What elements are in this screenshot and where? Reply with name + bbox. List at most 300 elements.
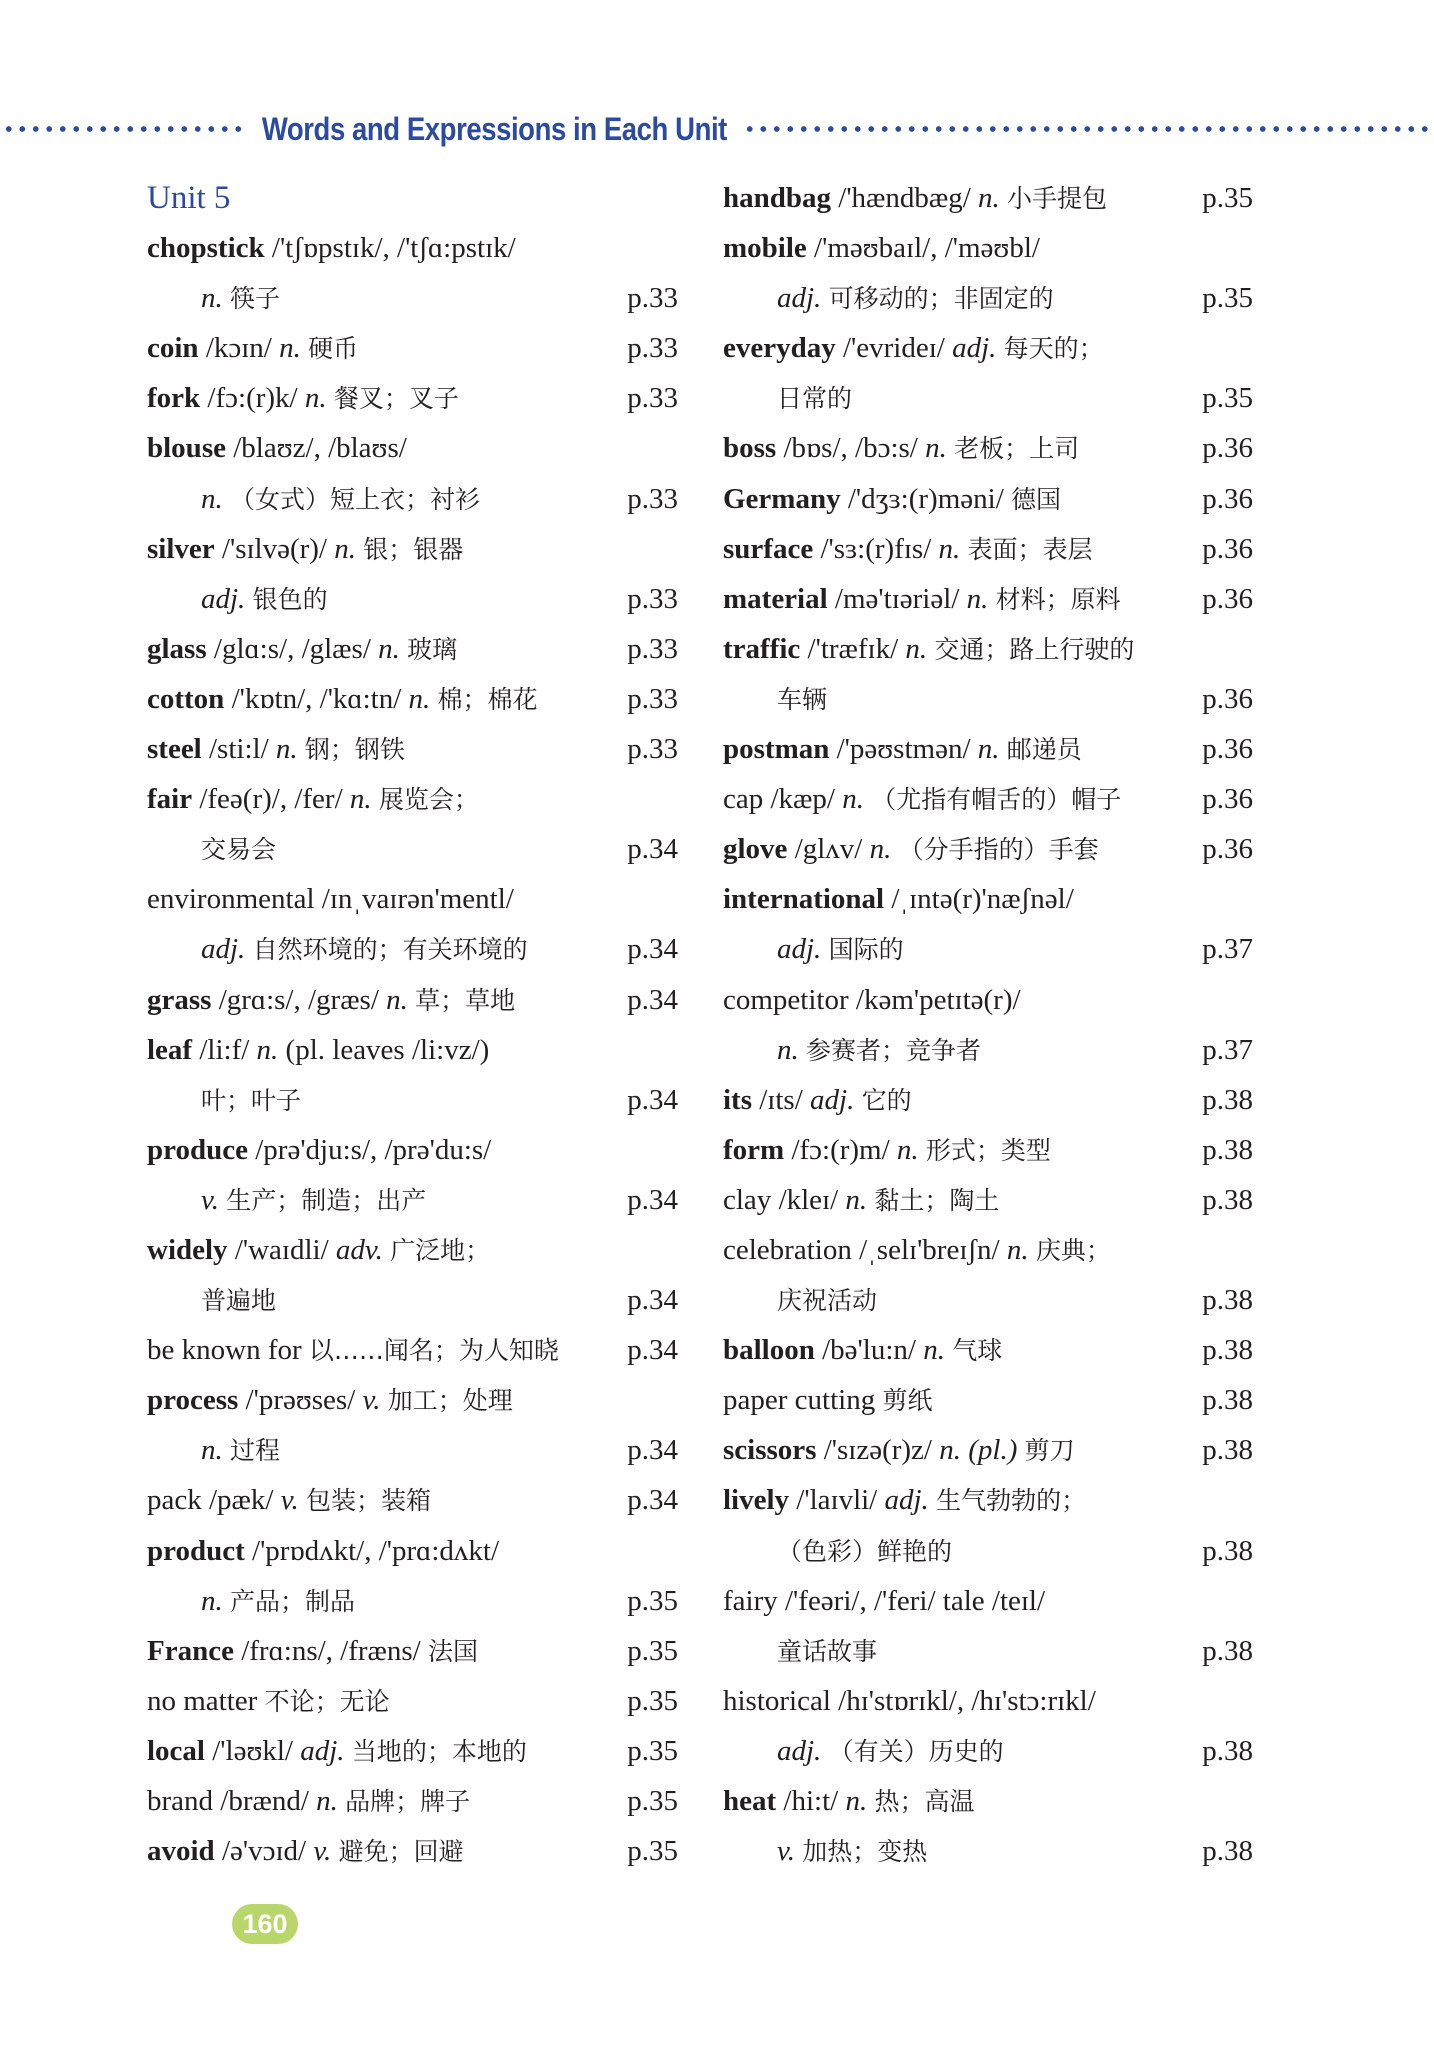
vocab-entry xyxy=(723,273,1253,323)
dotted-rule-left xyxy=(2,125,246,133)
page-reference: p.34 xyxy=(627,1083,678,1116)
headword: paper cutting xyxy=(723,1384,876,1417)
part-of-speech: v. xyxy=(313,1835,332,1868)
chinese-meaning: 交通；路上行驶的 xyxy=(934,634,1135,664)
chinese-meaning: 国际的 xyxy=(828,935,904,965)
vocab-entry xyxy=(723,874,1253,924)
page-reference: p.34 xyxy=(627,933,678,966)
vocab-entry xyxy=(147,1225,678,1275)
chinese-meaning: 参赛者；竞争者 xyxy=(806,1035,982,1065)
pronunciation: /ɪnˌvaɪrən'mentl/ xyxy=(321,883,514,916)
page-reference: p.33 xyxy=(627,482,678,515)
pronunciation: /kæp/ xyxy=(770,783,835,816)
unit-title: Unit 5 xyxy=(147,180,231,216)
pronunciation: /'pəʊstmən/ xyxy=(836,733,971,766)
chinese-meaning: 加工；处理 xyxy=(387,1386,513,1416)
pronunciation: /'hændbæg/ xyxy=(838,182,971,214)
pronunciation: /bɒs/, /bɔ:s/ xyxy=(783,432,918,465)
page-reference: p.37 xyxy=(1202,933,1253,966)
vocab-entry xyxy=(723,1125,1253,1175)
part-of-speech: adj. xyxy=(952,332,997,365)
vocab-entry xyxy=(147,924,678,974)
pronunciation: /fɔ:(r)k/ xyxy=(207,382,298,415)
headword: grass xyxy=(147,983,212,1016)
pronunciation: /'sɪlvə(r)/ xyxy=(221,532,327,565)
part-of-speech: n. xyxy=(842,783,864,816)
pronunciation: /'kɒtn/, /'kɑ:tn/ xyxy=(231,682,402,715)
pronunciation: /'evrideɪ/ xyxy=(843,332,945,365)
vocab-entry xyxy=(147,574,678,624)
page-reference: p.36 xyxy=(1202,432,1253,465)
headword: handbag xyxy=(723,182,832,214)
pronunciation: /kɔɪn/ xyxy=(205,332,272,365)
part-of-speech: n. xyxy=(316,1785,338,1817)
vocab-entry xyxy=(723,924,1253,974)
chinese-meaning: 过程 xyxy=(230,1436,281,1466)
headword: clay xyxy=(723,1183,772,1216)
part-of-speech: v. xyxy=(777,1835,795,1868)
part-of-speech: adj. xyxy=(810,1083,855,1116)
chinese-meaning: 银；银器 xyxy=(363,534,464,564)
vocab-entry xyxy=(147,1275,678,1325)
page-reference: p.33 xyxy=(627,582,678,615)
vocab-entry xyxy=(147,1475,678,1525)
page-reference: p.35 xyxy=(1202,382,1253,415)
vocab-entry xyxy=(723,1576,1253,1626)
headword: postman xyxy=(723,733,830,766)
chinese-meaning: 形式；类型 xyxy=(925,1135,1051,1165)
pronunciation: /kleɪ/ xyxy=(778,1183,839,1216)
chinese-meaning: 法国 xyxy=(427,1636,478,1666)
headword: glass xyxy=(147,632,207,665)
page-reference: p.35 xyxy=(627,1835,678,1868)
part-of-speech: n. xyxy=(378,632,400,665)
pronunciation: /li:f/ xyxy=(199,1033,250,1066)
pronunciation: /'sɪzə(r)z/ xyxy=(823,1434,932,1467)
part-of-speech: n. xyxy=(201,1434,223,1467)
headword: Germany xyxy=(723,482,841,515)
page-reference: p.38 xyxy=(1202,1183,1253,1216)
page-reference: p.35 xyxy=(1202,182,1253,214)
part-of-speech: adj. xyxy=(201,582,246,615)
vocab-entry xyxy=(147,474,678,524)
pronunciation: /mə'tɪəriəl/ xyxy=(834,582,960,615)
vocab-entry xyxy=(723,724,1253,774)
vocab-entry xyxy=(723,624,1253,674)
vocab-entry xyxy=(147,1676,678,1726)
part-of-speech: v. xyxy=(201,1183,219,1216)
part-of-speech: n. xyxy=(1006,1233,1029,1266)
vocab-entry xyxy=(147,1626,678,1676)
vocab-entry xyxy=(147,1726,678,1776)
vocab-entry xyxy=(147,1325,678,1375)
vocab-entry xyxy=(723,774,1253,824)
part-of-speech: adj. xyxy=(777,282,822,315)
chinese-meaning: （女式）短上衣；衬衫 xyxy=(230,484,481,514)
page-reference: p.34 xyxy=(627,1434,678,1467)
vocab-entry xyxy=(147,1075,678,1125)
part-of-speech: n. xyxy=(201,282,223,315)
part-of-speech: n. (pl.) xyxy=(939,1434,1018,1467)
pronunciation: /'waɪdli/ xyxy=(234,1233,329,1266)
vocab-entry xyxy=(147,1826,678,1876)
part-of-speech: adj. xyxy=(201,933,246,966)
part-of-speech: v. xyxy=(362,1384,381,1417)
headword: its xyxy=(723,1083,752,1116)
page-reference: p.38 xyxy=(1202,1384,1253,1417)
vocab-entry xyxy=(147,524,678,574)
pronunciation: /ɪts/ xyxy=(759,1083,803,1116)
pronunciation: /bə'lu:n/ xyxy=(822,1334,916,1367)
page-reference: p.38 xyxy=(1202,1434,1253,1467)
part-of-speech: n. xyxy=(201,482,223,515)
page-reference: p.35 xyxy=(627,1785,678,1817)
part-of-speech: n. xyxy=(256,1033,279,1066)
chinese-meaning: 日常的 xyxy=(777,384,853,414)
vocab-entry xyxy=(723,1776,1253,1826)
headword: widely xyxy=(147,1233,228,1266)
vocab-entry xyxy=(147,1025,678,1075)
chinese-meaning: 生气勃勃的； xyxy=(936,1486,1087,1516)
headword: heat xyxy=(723,1785,777,1817)
chinese-meaning: （尤指有帽舌的）帽子 xyxy=(871,785,1122,815)
chinese-meaning: 车辆 xyxy=(777,684,828,714)
vocab-entry xyxy=(147,1776,678,1826)
chinese-meaning: 银色的 xyxy=(252,584,328,614)
vocab-entry xyxy=(723,1175,1253,1225)
headword: local xyxy=(147,1734,205,1767)
part-of-speech: adj. xyxy=(884,1484,929,1517)
chinese-meaning: （有关）历史的 xyxy=(828,1736,1004,1766)
headword: scissors xyxy=(723,1434,817,1467)
part-of-speech: adj. xyxy=(777,1734,822,1767)
chinese-meaning: 邮递员 xyxy=(1006,735,1082,765)
headword: no matter xyxy=(147,1684,258,1717)
vocab-entry xyxy=(147,373,678,423)
headword: avoid xyxy=(147,1835,215,1868)
vocab-entry xyxy=(723,223,1253,273)
pronunciation: /'prɒdʌkt/, /'prɑ:dʌkt/ xyxy=(252,1534,500,1567)
chinese-meaning: 热；高温 xyxy=(874,1787,975,1816)
chinese-meaning: 餐叉；叉子 xyxy=(333,384,459,414)
headword: pack xyxy=(147,1484,202,1517)
page-reference: p.36 xyxy=(1202,733,1253,766)
vocab-entry xyxy=(147,674,678,724)
vocab-entry xyxy=(723,1075,1253,1125)
vocab-entry xyxy=(147,1526,678,1576)
vocab-entry xyxy=(147,874,678,924)
chinese-meaning: 表面；表层 xyxy=(967,534,1093,564)
part-of-speech: n. xyxy=(845,1183,868,1216)
chinese-meaning: 可移动的；非固定的 xyxy=(828,284,1054,314)
chinese-meaning: 当地的；本地的 xyxy=(351,1736,527,1766)
page-reference: p.38 xyxy=(1202,1634,1253,1667)
part-of-speech: n. xyxy=(896,1133,919,1166)
pronunciation: /ˌselɪ'breɪʃn/ xyxy=(859,1233,1000,1266)
section-title: Words and Expressions in Each Unit xyxy=(261,110,727,147)
headword: France xyxy=(147,1634,234,1667)
pronunciation: /blaʊz/, /blaʊs/ xyxy=(233,432,407,465)
vocab-entry xyxy=(723,975,1253,1025)
pronunciation: /sti:l/ xyxy=(209,733,269,766)
vocab-column-left xyxy=(147,173,678,1876)
page-reference: p.33 xyxy=(627,632,678,665)
page-reference: p.34 xyxy=(627,1484,678,1517)
chinese-meaning: 避免；回避 xyxy=(338,1837,464,1867)
page-reference: p.34 xyxy=(627,1183,678,1216)
chinese-meaning: 童话故事 xyxy=(777,1636,878,1666)
pronunciation: /'məʊbaɪl/, /'məʊbl/ xyxy=(814,232,1040,265)
page-reference: p.37 xyxy=(1202,1033,1253,1066)
headword: traffic xyxy=(723,632,801,665)
part-of-speech: n. xyxy=(905,632,928,665)
vocab-entry xyxy=(147,273,678,323)
part-of-speech: n. xyxy=(938,532,961,565)
pronunciation: /'laɪvli/ xyxy=(796,1484,878,1517)
chinese-meaning: 筷子 xyxy=(230,284,281,314)
pronunciation: /kəm'petɪtə(r)/ xyxy=(855,983,1021,1016)
page-reference: p.34 xyxy=(627,983,678,1016)
vocab-entry xyxy=(723,524,1253,574)
headword: surface xyxy=(723,532,814,565)
vocab-entry xyxy=(723,1726,1253,1776)
dotted-rule-right xyxy=(743,125,1434,133)
headword: material xyxy=(723,582,828,615)
chinese-meaning: 黏土；陶土 xyxy=(874,1185,1000,1215)
headword: historical xyxy=(723,1684,831,1717)
page-reference: p.34 xyxy=(627,1334,678,1367)
pronunciation: /brænd/ xyxy=(220,1785,309,1817)
vocab-entry xyxy=(723,1275,1253,1325)
page-reference: p.38 xyxy=(1202,1734,1253,1767)
page-reference: p.33 xyxy=(627,382,678,415)
headword: silver xyxy=(147,532,215,565)
section-header xyxy=(0,106,1434,152)
headword: process xyxy=(147,1384,239,1417)
vocab-entry xyxy=(723,824,1253,874)
vocab-entry xyxy=(723,574,1253,624)
vocab-entry xyxy=(723,1375,1253,1425)
vocab-entry xyxy=(147,774,678,824)
headword: steel xyxy=(147,733,202,766)
pronunciation: /hɪ'stɒrɪkl/, /hɪ'stɔ:rɪkl/ xyxy=(838,1684,1096,1717)
headword: coin xyxy=(147,332,199,365)
page-reference: p.38 xyxy=(1202,1083,1253,1116)
chinese-meaning: 剪刀 xyxy=(1024,1436,1075,1466)
headword: blouse xyxy=(147,432,226,465)
pronunciation: /'tʃɒpstɪk/, /'tʃɑ:pstɪk/ xyxy=(271,232,516,265)
chinese-meaning: 广泛地； xyxy=(390,1235,491,1265)
pronunciation: /glʌv/ xyxy=(794,833,863,866)
page-reference: p.34 xyxy=(627,833,678,866)
pronunciation: /'sɜ:(r)fɪs/ xyxy=(820,532,932,565)
part-of-speech: adv. xyxy=(335,1233,383,1266)
vocab-column-right xyxy=(723,173,1253,1876)
chinese-meaning: 庆典； xyxy=(1035,1235,1111,1265)
vocab-entry xyxy=(723,1526,1253,1576)
headword: be known for xyxy=(147,1334,302,1367)
page-reference: p.33 xyxy=(627,282,678,315)
chinese-meaning: 棉；棉花 xyxy=(437,684,538,714)
chinese-meaning: 剪纸 xyxy=(882,1386,933,1416)
chinese-meaning: 气球 xyxy=(952,1336,1003,1366)
pronunciation: /grɑ:s/, /græs/ xyxy=(218,983,379,1016)
headword: produce xyxy=(147,1133,248,1166)
part-of-speech: adj. xyxy=(300,1734,345,1767)
page-reference: p.36 xyxy=(1202,833,1253,866)
vocab-entry xyxy=(147,1125,678,1175)
headword: mobile xyxy=(723,232,807,265)
chinese-meaning: 自然环境的；有关环境的 xyxy=(252,935,528,965)
headword: boss xyxy=(723,432,777,465)
headword: product xyxy=(147,1534,245,1567)
part-of-speech: n. xyxy=(869,833,892,866)
page-reference: p.35 xyxy=(627,1734,678,1767)
pronunciation: /ə'vɔɪd/ xyxy=(221,1835,307,1868)
vocab-entry xyxy=(723,674,1253,724)
page-reference: p.33 xyxy=(627,733,678,766)
headword: fair xyxy=(147,783,193,816)
vocab-entry xyxy=(723,474,1253,524)
vocab-entry xyxy=(723,1676,1253,1726)
pronunciation: /ˌɪntə(r)'næʃnəl/ xyxy=(891,883,1074,916)
part-of-speech: n. xyxy=(304,382,327,415)
part-of-speech: n. xyxy=(275,733,298,766)
pronunciation: /'feəri/, /'feri/ tale /teɪl/ xyxy=(785,1584,1046,1617)
headword: fairy xyxy=(723,1584,778,1617)
headword: balloon xyxy=(723,1334,815,1367)
pronunciation: /'prəʊses/ xyxy=(245,1384,356,1417)
pronunciation: /'dʒɜ:(r)məni/ xyxy=(847,482,1004,515)
vocab-entry xyxy=(723,1475,1253,1525)
part-of-speech: n. xyxy=(408,682,431,715)
vocab-entry xyxy=(147,824,678,874)
page-reference: p.36 xyxy=(1202,783,1253,816)
chinese-meaning: 加热；变热 xyxy=(802,1837,928,1867)
vocab-entry xyxy=(723,1025,1253,1075)
chinese-meaning: （分手指的）手套 xyxy=(898,835,1099,865)
chinese-meaning: （色彩）鲜艳的 xyxy=(777,1536,953,1566)
headword: fork xyxy=(147,382,201,415)
chinese-meaning: 玻璃 xyxy=(407,634,458,664)
pronunciation: /glɑ:s/, /glæs/ xyxy=(213,632,371,665)
pronunciation: /feə(r)/, /fer/ xyxy=(199,783,343,816)
page-reference: p.35 xyxy=(627,1584,678,1617)
headword: international xyxy=(723,883,885,916)
chinese-meaning: 小手提包 xyxy=(1007,184,1108,213)
headword: lively xyxy=(723,1484,790,1517)
part-of-speech: n. xyxy=(966,582,989,615)
chinese-meaning: 不论；无论 xyxy=(264,1686,390,1716)
headword: chopstick xyxy=(147,232,265,265)
headword: form xyxy=(723,1133,785,1166)
page-number-badge: 160 xyxy=(232,1904,298,1944)
part-of-speech: n. xyxy=(777,1033,799,1066)
headword: glove xyxy=(723,833,788,866)
vocab-entry xyxy=(147,423,678,473)
chinese-meaning: 硬币 xyxy=(308,334,359,364)
vocab-entry xyxy=(147,323,678,373)
pronunciation: /'ləʊkl/ xyxy=(212,1734,293,1767)
page-reference: p.38 xyxy=(1202,1284,1253,1317)
page-reference: p.35 xyxy=(627,1634,678,1667)
part-of-speech: n. xyxy=(845,1785,868,1817)
pronunciation: /pæk/ xyxy=(209,1484,274,1517)
chinese-meaning: 叶；叶子 xyxy=(201,1085,302,1115)
vocab-entry xyxy=(147,1375,678,1425)
chinese-meaning: 每天的； xyxy=(1003,334,1104,364)
part-of-speech: n. xyxy=(923,1334,945,1367)
page-reference: p.36 xyxy=(1202,582,1253,615)
pronunciation: (pl. leaves /li:vz/) xyxy=(285,1033,490,1066)
chinese-meaning: 它的 xyxy=(861,1085,912,1115)
vocab-entry xyxy=(723,1826,1253,1876)
vocab-entry xyxy=(723,373,1253,423)
part-of-speech: n. xyxy=(334,532,356,565)
headword: cap xyxy=(723,783,764,816)
page-reference: p.34 xyxy=(627,1284,678,1317)
chinese-meaning: 材料；原料 xyxy=(995,584,1121,614)
chinese-meaning: 德国 xyxy=(1011,484,1062,514)
headword: environmental xyxy=(147,883,315,916)
vocab-entry xyxy=(147,1425,678,1475)
headword: leaf xyxy=(147,1033,193,1066)
page-reference: p.35 xyxy=(1202,282,1253,315)
vocab-entry xyxy=(147,724,678,774)
pronunciation: /prə'dju:s/, /prə'du:s/ xyxy=(255,1133,492,1166)
pronunciation: /'træfɪk/ xyxy=(807,632,899,665)
vocab-entry xyxy=(723,1225,1253,1275)
vocab-entry xyxy=(723,173,1253,223)
chinese-meaning: 庆祝活动 xyxy=(777,1286,878,1316)
vocab-entry xyxy=(147,624,678,674)
vocab-entry xyxy=(723,423,1253,473)
vocab-entry xyxy=(723,323,1253,373)
part-of-speech: adj. xyxy=(777,933,822,966)
vocab-entry xyxy=(147,1576,678,1626)
vocab-entry xyxy=(723,1325,1253,1375)
headword: competitor xyxy=(723,983,849,1016)
headword: brand xyxy=(147,1785,214,1817)
chinese-meaning: 产品；制品 xyxy=(230,1586,356,1616)
chinese-meaning: 交易会 xyxy=(201,835,277,865)
pronunciation: /hi:t/ xyxy=(783,1785,839,1817)
part-of-speech: n. xyxy=(978,182,1000,214)
part-of-speech: n. xyxy=(977,733,1000,766)
vocab-entry xyxy=(723,1425,1253,1475)
part-of-speech: n. xyxy=(279,332,301,365)
headword: everyday xyxy=(723,332,836,365)
unit-heading-row xyxy=(147,173,678,223)
chinese-meaning: 品牌；牌子 xyxy=(345,1787,471,1816)
part-of-speech: n. xyxy=(201,1584,223,1617)
headword: cotton xyxy=(147,682,225,715)
chinese-meaning: 钢；钢铁 xyxy=(304,735,405,765)
chinese-meaning: 展览会； xyxy=(378,785,479,815)
chinese-meaning: 包装；装箱 xyxy=(305,1486,431,1516)
headword: celebration xyxy=(723,1233,852,1266)
part-of-speech: v. xyxy=(280,1484,299,1517)
part-of-speech: n. xyxy=(386,983,408,1016)
page-reference: p.38 xyxy=(1202,1835,1253,1868)
page-reference: p.38 xyxy=(1202,1133,1253,1166)
page-reference: p.36 xyxy=(1202,482,1253,515)
pronunciation: /fɔ:(r)m/ xyxy=(791,1133,890,1166)
page-reference: p.36 xyxy=(1202,532,1253,565)
vocab-entry xyxy=(147,1175,678,1225)
chinese-meaning: 生产；制造；出产 xyxy=(226,1185,427,1215)
page-reference: p.38 xyxy=(1202,1334,1253,1367)
